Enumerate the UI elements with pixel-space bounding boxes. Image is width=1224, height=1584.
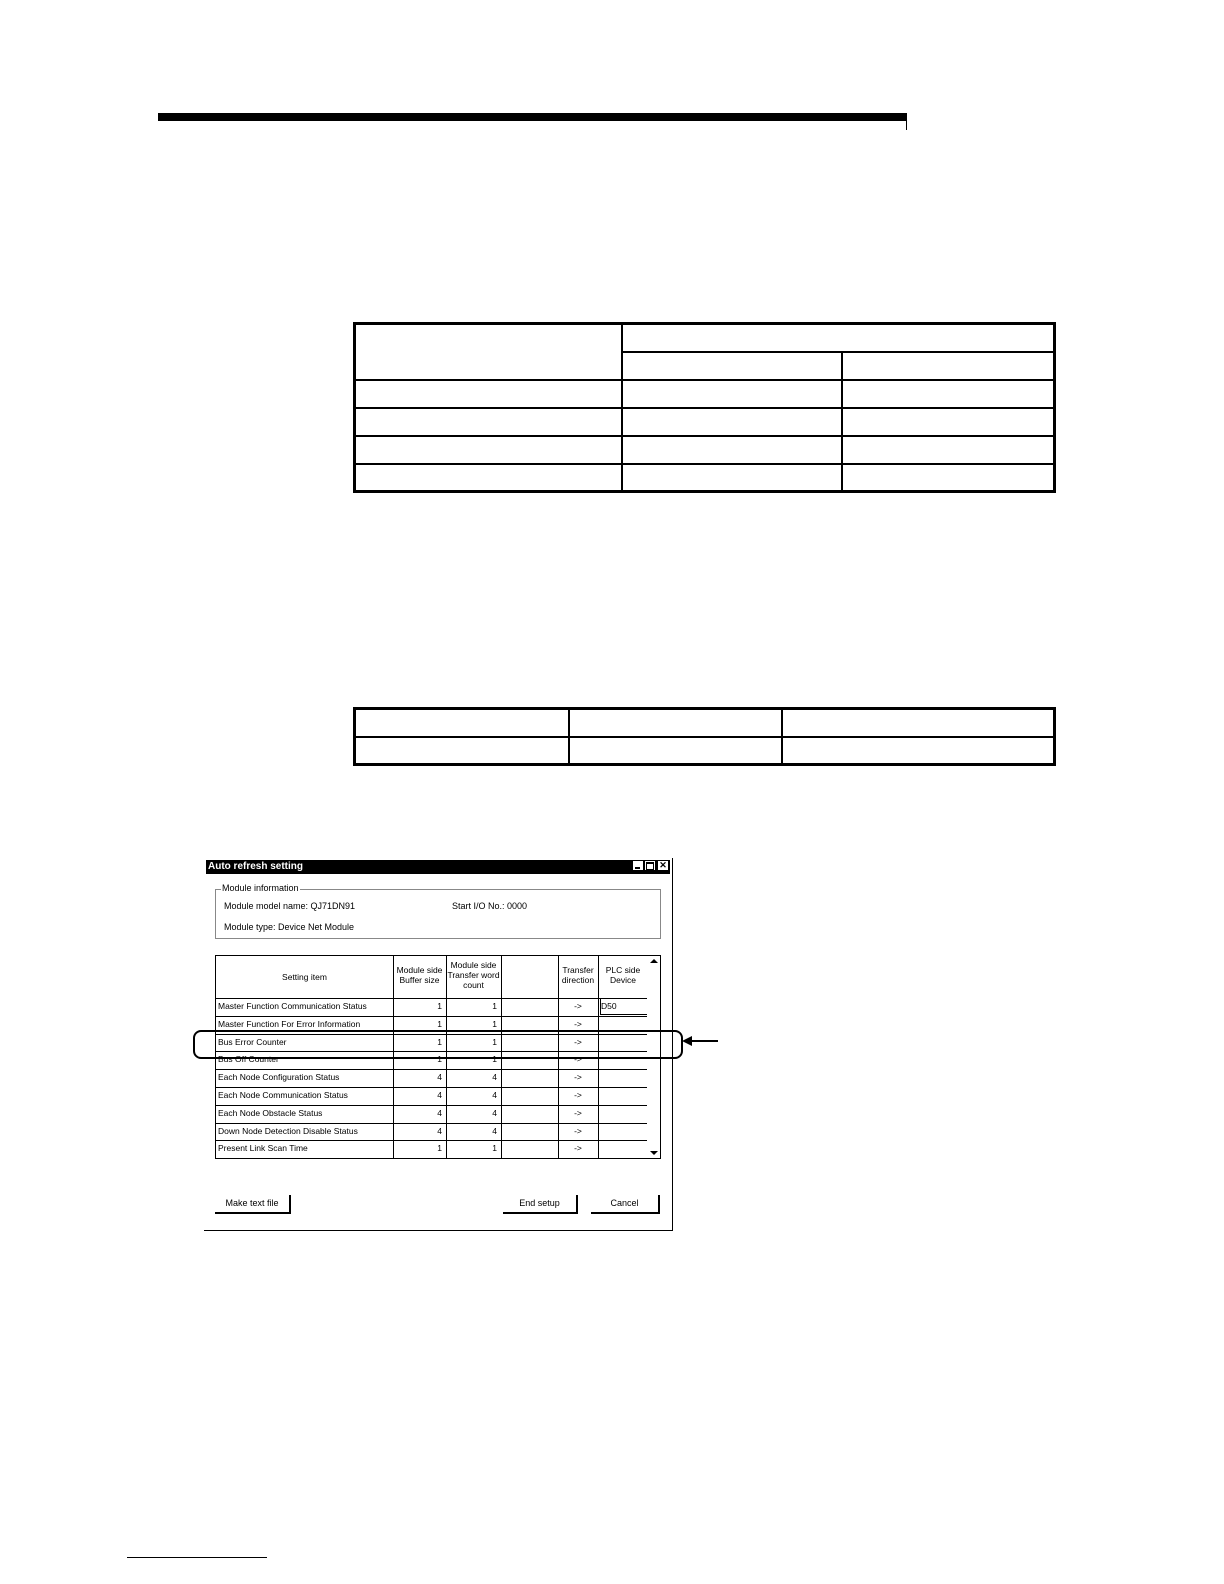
setting-item-cell: Each Node Configuration Status (218, 1072, 340, 1083)
count-cell: 1 (492, 1054, 497, 1065)
buffer-cell: 1 (437, 1001, 442, 1011)
buffer-cell: 1 (437, 1036, 442, 1047)
count-cell: 4 (492, 1072, 497, 1083)
count-cell: 4 (492, 1090, 497, 1100)
setting-item-cell: Master Function Communication Status (218, 1001, 367, 1011)
column-header: Module side Buffer size (396, 965, 443, 985)
dir-cell: -> (574, 1090, 582, 1100)
start-io-no: Start I/O No.: 0000 (452, 901, 528, 911)
close-icon[interactable]: ✕ (657, 860, 669, 871)
dialog-title: Auto refresh setting (206, 860, 670, 874)
count-cell: 1 (492, 1036, 497, 1047)
end-setup-button[interactable]: End setup (503, 1195, 578, 1214)
count-cell: 4 (492, 1125, 497, 1136)
setting-item-cell: Bus Off Counter (218, 1054, 279, 1065)
cancel-button[interactable]: Cancel (591, 1195, 660, 1214)
setting-item-cell: Each Node Obstacle Status (218, 1107, 323, 1118)
scroll-up-icon[interactable] (650, 959, 658, 963)
dir-cell: -> (574, 1001, 582, 1011)
minimize-button[interactable] (632, 860, 644, 871)
dir-cell: -> (574, 1107, 582, 1118)
setting-item-cell: Master Function For Error Information (218, 1018, 361, 1029)
buffer-cell: 1 (437, 1054, 442, 1065)
make-text-file-button[interactable]: Make text file (215, 1195, 291, 1214)
dir-cell: -> (574, 1018, 582, 1029)
column-header: PLC side Device (605, 965, 641, 985)
maximize-button[interactable] (644, 860, 656, 871)
setting-item-cell: Present Link Scan Time (218, 1143, 308, 1154)
highlight-callout (193, 1030, 683, 1059)
dir-cell: -> (574, 1125, 582, 1136)
footer-rule (127, 1557, 267, 1558)
count-cell: 4 (492, 1107, 497, 1118)
setting-item-cell: Down Node Detection Disable Status (218, 1125, 358, 1136)
setting-item-cell: Each Node Communication Status (218, 1090, 348, 1100)
column-header: Setting item (282, 972, 327, 982)
count-cell: 1 (492, 1018, 497, 1029)
column-header: Module side Transfer word count (447, 960, 500, 990)
doc-table-2 (353, 707, 1056, 766)
buffer-cell: 4 (437, 1072, 442, 1083)
dir-cell: -> (574, 1054, 582, 1065)
buffer-cell: 1 (437, 1143, 442, 1154)
buffer-cell: 1 (437, 1018, 442, 1029)
group-label: Module information (222, 883, 299, 893)
module-model-name: Module model name: QJ71DN91 (224, 901, 356, 911)
dir-cell: -> (574, 1036, 582, 1047)
header-rule (158, 113, 907, 121)
count-cell: 1 (492, 1143, 497, 1154)
arrow-line (688, 1040, 718, 1042)
buffer-cell: 4 (437, 1125, 442, 1136)
doc-table-1 (353, 322, 1056, 493)
arrow-icon (682, 1036, 692, 1046)
buffer-cell: 4 (437, 1107, 442, 1118)
dir-cell: -> (574, 1143, 582, 1154)
column-header: Transfer direction (561, 965, 595, 985)
buffer-cell: 4 (437, 1090, 442, 1100)
device-cell[interactable]: D50 (600, 998, 648, 1015)
dir-cell: -> (574, 1072, 582, 1083)
setting-item-cell: Bus Error Counter (218, 1036, 287, 1047)
count-cell: 1 (492, 1001, 497, 1011)
scroll-down-icon[interactable] (650, 1151, 658, 1155)
module-type: Module type: Device Net Module (224, 922, 355, 932)
header-tick (906, 113, 907, 130)
